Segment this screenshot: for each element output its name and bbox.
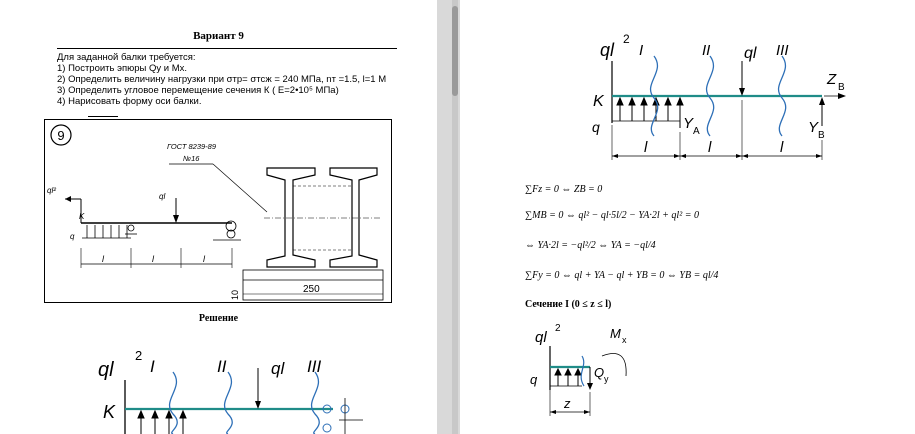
variant-title: Вариант 9 [193, 30, 244, 42]
distributed-load [82, 225, 131, 238]
right-span-2: l [708, 139, 712, 156]
section-dist-label: q [530, 372, 538, 387]
span-label-1: l [102, 254, 104, 264]
bottom-section-label: K [103, 402, 116, 422]
axis-z-label: Z [827, 71, 837, 88]
document-page-left [0, 0, 437, 434]
reaction-a-label: Y [683, 115, 694, 132]
bottom-force-label: ql [271, 359, 285, 378]
task-item-2: 2) Определить величину нагрузки при σтр= σтсж = 240 МПа, nт =1.5, l=1 М [57, 74, 387, 85]
scrollbar-thumb[interactable] [452, 6, 458, 96]
qy-sub: y [604, 374, 609, 384]
right-span-3: l [780, 139, 784, 156]
thickness-dim: 10 [230, 289, 240, 300]
profile-label: №16 [183, 154, 200, 163]
bottom-mark-3: III [307, 357, 322, 376]
dist-label: q [70, 232, 75, 241]
i-beam-section [267, 168, 377, 267]
right-force-label: ql [744, 45, 757, 62]
beam-scheme-drawing [45, 120, 391, 302]
force-label: ql [159, 192, 166, 201]
qy-label: Q [594, 365, 605, 380]
bottom-mark-1: I [150, 357, 155, 376]
document-page-right [460, 0, 915, 434]
task-underline [88, 116, 118, 117]
task-intro: Для заданной балки требуется: [57, 52, 196, 63]
task-item-3: 3) Определить угловое перемещение сечения К ( E=2•10⁵ МПа) [57, 85, 339, 96]
reaction-b-label: Y [808, 119, 819, 136]
bottom-moment-power: 2 [135, 348, 143, 363]
task-item-4: 4) Нарисовать форму оси балки. [57, 96, 202, 107]
equation-4: ∑Fy = 0 ⇔ ql + YA − ql + YB = 0 ⇔ YB = ql/4 [525, 270, 719, 281]
task-text [57, 48, 397, 107]
width-dim: 250 [303, 284, 320, 295]
equation-3: ⇔ YA·2l = −ql²/2 ⇔ YA = −ql/4 [525, 240, 656, 251]
section-k-label: K [79, 212, 85, 221]
section-1-diagram [530, 318, 660, 428]
bottom-moment-label: ql [98, 359, 114, 381]
mx-label: M [610, 326, 621, 341]
right-moment-label: ql [600, 40, 615, 60]
section-moment-label: ql [535, 329, 547, 346]
section-moment-power: 2 [555, 323, 561, 334]
moment-label: ql² [47, 186, 56, 195]
right-moment-power: 2 [623, 32, 630, 46]
right-mark-2: II [702, 42, 711, 59]
axis-z-sub: B [838, 82, 845, 93]
z-label: z [564, 396, 571, 411]
reaction-diagram [582, 28, 867, 168]
right-mark-1: I [639, 42, 644, 59]
mx-sub: x [622, 335, 627, 345]
scheme-frame [44, 119, 392, 303]
reaction-a-sub: A [693, 126, 700, 137]
scheme-number: 9 [57, 128, 65, 143]
task-item-1: 1) Построить эпюры Qy и Mx. [57, 63, 188, 74]
span-label-3: l [203, 254, 205, 264]
gost-label: ГОСТ 8239-89 [167, 142, 217, 151]
bottom-mark-2: II [217, 357, 227, 376]
reaction-b-sub: B [818, 130, 825, 141]
equation-1: ∑Fz = 0 ⇔ ZB = 0 [525, 184, 603, 195]
right-dist-label: q [592, 119, 600, 135]
right-section-label: K [593, 93, 604, 110]
right-mark-3: III [776, 42, 789, 59]
right-span-1: l [644, 139, 648, 156]
section-1-title: Сечение I (0 ≤ z ≤ l) [525, 299, 612, 310]
solution-title: Решение [198, 313, 239, 324]
solution-beam-drawing [95, 340, 365, 434]
equation-2: ∑MB = 0 ⇔ ql² − ql·5l/2 − YA·2l + ql² = 0 [525, 210, 699, 221]
span-label-2: l [152, 254, 154, 264]
